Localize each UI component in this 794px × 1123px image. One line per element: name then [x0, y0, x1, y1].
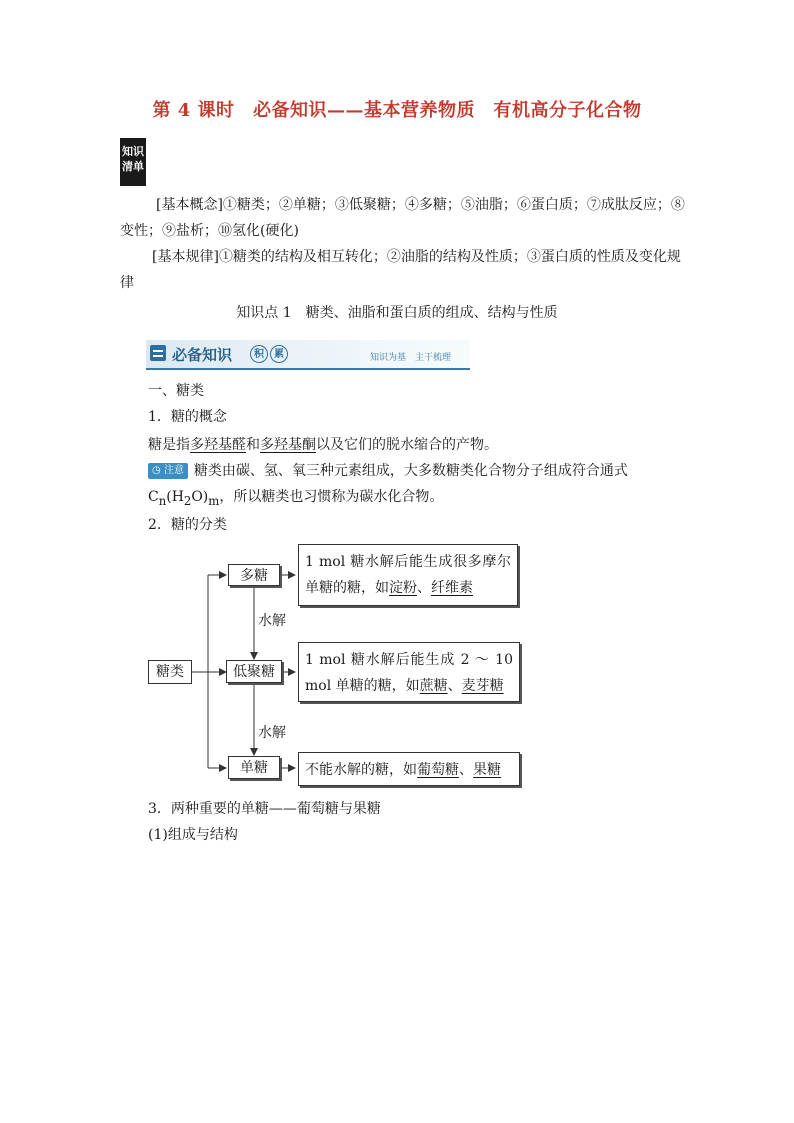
example-starch: 淀粉: [389, 580, 417, 596]
note-text-rest: ，所以糖类也习惯称为碳水化合物。: [219, 489, 444, 505]
mono-sep: 、: [459, 762, 473, 778]
section-heading: 一、糖类: [148, 383, 204, 399]
formula-m: m: [208, 493, 220, 508]
subheading-composition: (1)组成与结构: [148, 827, 238, 843]
node-monosaccharide: 单糖: [228, 756, 280, 779]
subheading-concept: 1．糖的概念: [148, 409, 227, 425]
basic-concepts: [基本概念]①糖类；②单糖；③低聚糖；④多糖；⑤油脂；⑥蛋白质；⑦成肽反应；⑧变性；⑨盐析；⑩氢化(硬化): [120, 197, 685, 239]
basic-rules: [基本规律]①糖类的结构及相互转化；②油脂的结构及性质；③蛋白质的性质及变化规律: [120, 249, 681, 291]
note-tag-label: 注意: [163, 465, 184, 476]
subheading-classification: 2．糖的分类: [148, 517, 227, 533]
clock-icon: ◷: [152, 465, 161, 476]
example-maltose: 麦芽糖: [461, 678, 504, 694]
badge-line-2: 清单: [122, 160, 144, 173]
note-line-2: [148, 484, 443, 514]
essential-knowledge-banner: [146, 340, 470, 370]
node-polysaccharide: 多糖: [228, 564, 280, 586]
sugar-definition: [148, 432, 498, 458]
mono-desc-text: 不能水解的糖，如: [305, 762, 417, 778]
subheading-monosaccharides: 3．两种重要的单糖——葡萄糖与果糖: [148, 801, 381, 817]
desc-monosaccharide: [298, 752, 520, 786]
desc-oligosaccharide: [298, 642, 520, 702]
example-sucrose: 蔗糖: [419, 678, 448, 694]
sugar-classification-diagram: [140, 540, 540, 790]
note-line-1: [148, 458, 628, 484]
node-sugars: 糖类: [148, 660, 192, 684]
example-cellulose: 纤维素: [431, 580, 473, 596]
formula-o: O): [191, 489, 209, 505]
knowledge-point-title: 知识点 1 糖类、油脂和蛋白质的组成、结构与性质: [236, 305, 558, 321]
formula-2: 2: [183, 493, 192, 508]
example-glucose: 葡萄糖: [417, 762, 459, 778]
example-fructose: 果糖: [473, 762, 501, 778]
label-hydrolysis-2: 水解: [258, 725, 286, 741]
desc-polysaccharide: [298, 544, 518, 606]
term-polyhydroxy-aldehyde: 多羟基醛: [190, 437, 246, 453]
node-oligosaccharide: 低聚糖: [226, 660, 282, 683]
banner-subtitle: 知识为基 主干梳理: [370, 353, 452, 363]
definition-pre: 糖是指: [148, 437, 190, 453]
formula-c: C: [148, 489, 159, 505]
banner-seal-2: 累: [270, 345, 288, 363]
note-tag: [148, 463, 188, 479]
note-text: 糖类由碳、氢、氧三种元素组成，大多数糖类化合物分子组成符合通式: [193, 463, 628, 479]
notebook-icon: [150, 345, 166, 361]
oligo-sep: 、: [447, 678, 462, 694]
term-polyhydroxy-ketone: 多羟基酮: [260, 437, 316, 453]
definition-post: 以及它们的脱水缩合的产物。: [316, 437, 498, 453]
poly-desc-text: 1 mol 糖水解后能生成很多摩尔单糖的糖，如: [305, 554, 511, 596]
label-hydrolysis-1: 水解: [258, 613, 286, 629]
formula-n: n: [158, 493, 167, 508]
formula-h: (H: [166, 489, 184, 505]
oligo-desc-text: 1 mol 糖水解后能生成 2 ～ 10 mol 单糖的糖，如: [305, 652, 513, 694]
definition-mid: 和: [246, 437, 260, 453]
banner-seal-1: 积: [250, 345, 268, 363]
poly-sep: 、: [417, 580, 431, 596]
badge-line-1: 知识: [122, 145, 144, 158]
banner-title: 必备知识: [172, 346, 233, 364]
knowledge-list-badge: [120, 138, 146, 186]
page-title: 第 4 课时 必备知识——基本营养物质 有机高分子化合物: [152, 100, 642, 121]
